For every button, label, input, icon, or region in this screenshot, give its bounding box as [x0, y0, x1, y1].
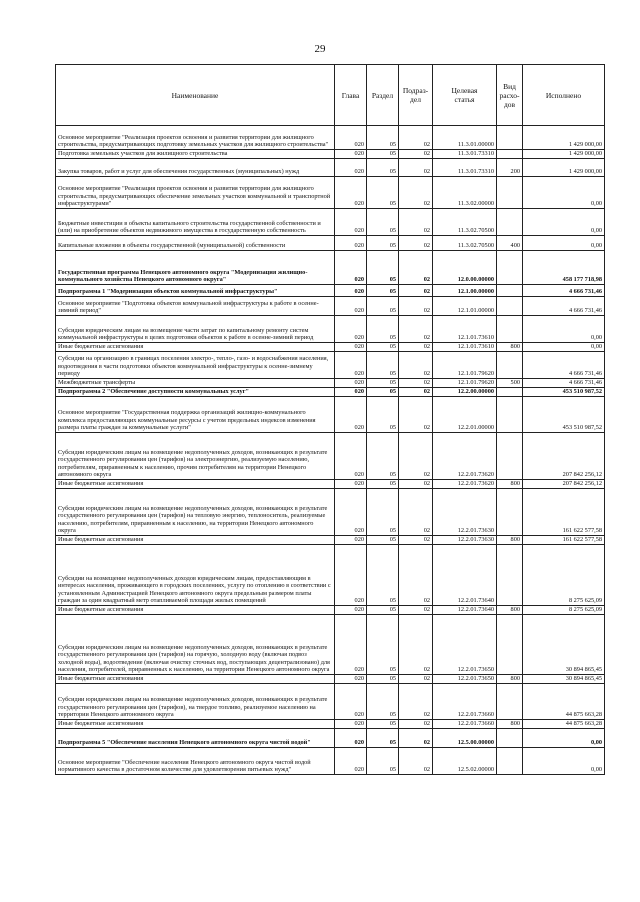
row-executed-amount: 8 275 625,09: [523, 545, 605, 606]
page-number: 29: [314, 43, 326, 55]
row-expense-type: 400: [497, 236, 523, 251]
row-target-article: 12.5.02.00000: [433, 748, 497, 775]
row-name: Основное мероприятие "Государственная поддержка организаций жилищно-коммунального комплекса предоставляющих коммунальные ресурсы с учетом предельных индексов изменения размера платы граждан за коммунальные услуги": [56, 397, 335, 433]
row-section: 05: [367, 480, 399, 489]
row-section: 05: [367, 285, 399, 297]
row-subsection: 02: [399, 545, 433, 606]
row-subsection: 02: [399, 433, 433, 480]
row-name: Иные бюджетные ассигнования: [56, 536, 335, 545]
row-section: 05: [367, 177, 399, 209]
row-name: Субсидии юридическим лицам на возмещение недополученных доходов, возникающих в результате государственного регулирования цен (тарифов) на электроэнергию, реализуемую населению, потребителям, приравненным к населению, прочим потребителям на территории Ненецкого автономного округа: [56, 433, 335, 480]
row-executed-amount: 1 429 000,00: [523, 159, 605, 177]
row-expense-type: [497, 489, 523, 536]
row-executed-amount: 0,00: [523, 236, 605, 251]
row-subsection: 02: [399, 748, 433, 775]
table-row: [56, 545, 605, 606]
row-chapter: 020: [335, 251, 367, 285]
row-section: 05: [367, 606, 399, 615]
row-name: Субсидии юридическим лицам на возмещение недополученных доходов, возникающих в результате государственного регулирования цен (тарифов) на тепловую энергию, теплоноситель, реализуемые населению, потребителям, приравненным к населению, на территории Ненецкого автономного округа: [56, 489, 335, 536]
row-section: 05: [367, 675, 399, 684]
table-row: [56, 675, 605, 684]
row-section: 05: [367, 150, 399, 159]
table-header-row: [56, 65, 605, 126]
row-subsection: 02: [399, 489, 433, 536]
row-target-article: 12.2.01.73630: [433, 536, 497, 545]
row-expense-type: [497, 285, 523, 297]
row-name: Основное мероприятие "Подготовка объектов коммунальной инфраструктуры к работе в осенне-зимний период": [56, 297, 335, 316]
row-section: 05: [367, 748, 399, 775]
row-chapter: 020: [335, 150, 367, 159]
row-expense-type: [497, 545, 523, 606]
table-row: [56, 379, 605, 388]
row-section: 05: [367, 536, 399, 545]
row-chapter: 020: [335, 352, 367, 379]
row-section: 05: [367, 615, 399, 675]
row-executed-amount: 1 429 000,00: [523, 150, 605, 159]
row-chapter: 020: [335, 397, 367, 433]
row-executed-amount: 0,00: [523, 209, 605, 236]
row-subsection: 02: [399, 684, 433, 720]
table-row: [56, 729, 605, 748]
row-subsection: 02: [399, 675, 433, 684]
row-section: 05: [367, 388, 399, 397]
row-target-article: 12.1.01.79620: [433, 352, 497, 379]
row-section: 05: [367, 297, 399, 316]
table-row: [56, 748, 605, 775]
row-section: 05: [367, 236, 399, 251]
table-row: [56, 159, 605, 177]
row-name: Субсидии юридическим лицам на возмещение недополученных доходов, возникающих в результате государственного регулирования цен (тарифов), на твердое топливо, реализуемое населению на территории Ненецкого автономного округа: [56, 684, 335, 720]
row-target-article: 12.2.01.73640: [433, 545, 497, 606]
budget-execution-table: [55, 64, 605, 775]
header-name: Наименование: [56, 65, 335, 126]
row-subsection: 02: [399, 150, 433, 159]
header-expense-type: Вид расхо- дов: [497, 65, 523, 126]
row-executed-amount: 0,00: [523, 729, 605, 748]
row-section: 05: [367, 316, 399, 343]
row-chapter: 020: [335, 489, 367, 536]
row-expense-type: [497, 297, 523, 316]
table-row: [56, 209, 605, 236]
row-chapter: 020: [335, 343, 367, 352]
row-expense-type: 800: [497, 606, 523, 615]
row-expense-type: [497, 433, 523, 480]
row-expense-type: [497, 150, 523, 159]
row-expense-type: 800: [497, 675, 523, 684]
row-expense-type: [497, 748, 523, 775]
row-chapter: 020: [335, 126, 367, 150]
row-target-article: 12.2.01.73650: [433, 615, 497, 675]
row-chapter: 020: [335, 379, 367, 388]
row-subsection: 02: [399, 536, 433, 545]
row-section: 05: [367, 684, 399, 720]
row-subsection: 02: [399, 316, 433, 343]
row-expense-type: 200: [497, 159, 523, 177]
row-target-article: 11.3.01.73310: [433, 150, 497, 159]
row-name: Капитальные вложения в объекты государственной (муниципальной) собственности: [56, 236, 335, 251]
table-row: [56, 536, 605, 545]
row-chapter: 020: [335, 236, 367, 251]
row-section: 05: [367, 489, 399, 536]
row-name: Подготовка земельных участков для жилищного строительства: [56, 150, 335, 159]
table-row: [56, 150, 605, 159]
row-executed-amount: 0,00: [523, 177, 605, 209]
row-section: 05: [367, 251, 399, 285]
table-row: [56, 397, 605, 433]
row-name: Субсидии юридическим лицам на возмещение недополученных доходов, возникающих в результате государственного регулирования цен (тарифов) на горячую, холодную воду (включая подвоз холодной воды), водоотведение (включая очистку сточных вод, поступающих децентрализовано) для населения, потребителей, приравненных к населению, на территории Ненецкого автономного округа: [56, 615, 335, 675]
row-subsection: 02: [399, 720, 433, 729]
row-executed-amount: 0,00: [523, 343, 605, 352]
row-name: Государственная программа Ненецкого автономного округа "Модернизация жилищно-коммунального хозяйства Ненецкого автономного округа": [56, 251, 335, 285]
row-executed-amount: 44 875 663,28: [523, 684, 605, 720]
row-expense-type: [497, 388, 523, 397]
row-target-article: 12.2.01.73620: [433, 480, 497, 489]
header-target-article: Целевая статья: [433, 65, 497, 126]
row-section: 05: [367, 209, 399, 236]
row-expense-type: [497, 729, 523, 748]
row-subsection: 02: [399, 615, 433, 675]
row-expense-type: [497, 352, 523, 379]
row-executed-amount: 30 894 865,45: [523, 615, 605, 675]
row-name: Субсидии на возмещение недополученных доходов юридическим лицам, предоставляющим в интересах населения, проживающего в городских поселениях, услугу по отоплению в соответствии с установленным Администрацией Ненецкого автономного округа предельным размером платы граждан за один квадратный метр отапливаемой площади жилых помещений: [56, 545, 335, 606]
row-subsection: 02: [399, 397, 433, 433]
row-section: 05: [367, 729, 399, 748]
row-subsection: 02: [399, 352, 433, 379]
table-row: [56, 684, 605, 720]
row-executed-amount: 4 666 731,46: [523, 379, 605, 388]
row-expense-type: 800: [497, 720, 523, 729]
header-section: Раздел: [367, 65, 399, 126]
row-chapter: 020: [335, 729, 367, 748]
table-row: [56, 316, 605, 343]
row-name: Иные бюджетные ассигнования: [56, 606, 335, 615]
table-row: [56, 615, 605, 675]
row-target-article: 11.3.02.70500: [433, 209, 497, 236]
row-subsection: 02: [399, 480, 433, 489]
header-subsection: Подраз- дел: [399, 65, 433, 126]
row-chapter: 020: [335, 545, 367, 606]
row-subsection: 02: [399, 379, 433, 388]
row-name: Подпрограмма 2 "Обеспечение доступности коммунальных услуг": [56, 388, 335, 397]
row-expense-type: 800: [497, 343, 523, 352]
row-chapter: 020: [335, 209, 367, 236]
row-chapter: 020: [335, 748, 367, 775]
row-expense-type: [497, 316, 523, 343]
row-target-article: 12.2.01.73660: [433, 684, 497, 720]
row-subsection: 02: [399, 251, 433, 285]
table-row: [56, 285, 605, 297]
row-target-article: 12.2.01.73620: [433, 433, 497, 480]
row-expense-type: [497, 397, 523, 433]
row-target-article: 12.0.00.00000: [433, 251, 497, 285]
row-expense-type: [497, 615, 523, 675]
row-section: 05: [367, 159, 399, 177]
row-chapter: 020: [335, 316, 367, 343]
row-target-article: 11.3.02.70500: [433, 236, 497, 251]
row-executed-amount: 30 894 865,45: [523, 675, 605, 684]
header-executed: Исполнено: [523, 65, 605, 126]
row-chapter: 020: [335, 159, 367, 177]
row-expense-type: 800: [497, 480, 523, 489]
row-section: 05: [367, 720, 399, 729]
row-executed-amount: 4 666 731,46: [523, 285, 605, 297]
row-executed-amount: 44 875 663,28: [523, 720, 605, 729]
row-name: Иные бюджетные ассигнования: [56, 343, 335, 352]
header-chapter: Глава: [335, 65, 367, 126]
row-subsection: 02: [399, 285, 433, 297]
row-expense-type: [497, 209, 523, 236]
row-name: Субсидии на организацию в границах поселения электро-, тепло-, газо- и водоснабжения населения, водоотведения в части подготовки объектов коммунальной инфраструктуры к осенне-зимнему периоду: [56, 352, 335, 379]
row-target-article: 12.2.01.73650: [433, 675, 497, 684]
row-name: Иные бюджетные ассигнования: [56, 480, 335, 489]
row-subsection: 02: [399, 209, 433, 236]
row-chapter: 020: [335, 675, 367, 684]
row-subsection: 02: [399, 236, 433, 251]
table-row: [56, 606, 605, 615]
row-expense-type: 800: [497, 536, 523, 545]
row-executed-amount: 458 177 718,98: [523, 251, 605, 285]
table-row: [56, 720, 605, 729]
row-name: Иные бюджетные ассигнования: [56, 720, 335, 729]
table-row: [56, 297, 605, 316]
table-row: [56, 343, 605, 352]
table-row: [56, 177, 605, 209]
row-target-article: 12.2.01.73630: [433, 489, 497, 536]
row-target-article: 12.1.01.79620: [433, 379, 497, 388]
table-body: [56, 126, 605, 775]
row-section: 05: [367, 433, 399, 480]
row-chapter: 020: [335, 720, 367, 729]
row-name: Подпрограмма 1 "Модернизация объектов коммунальной инфраструктуры": [56, 285, 335, 297]
row-executed-amount: 4 666 731,46: [523, 352, 605, 379]
row-subsection: 02: [399, 126, 433, 150]
row-executed-amount: 207 842 256,12: [523, 433, 605, 480]
row-subsection: 02: [399, 177, 433, 209]
row-section: 05: [367, 545, 399, 606]
row-expense-type: [497, 126, 523, 150]
row-subsection: 02: [399, 388, 433, 397]
table-row: [56, 480, 605, 489]
row-name: Бюджетные инвестиции в объекты капитального строительства государственной собственности и (или) на приобретение объектов недвижимого имущества в государственную собственность: [56, 209, 335, 236]
row-executed-amount: 1 429 000,00: [523, 126, 605, 150]
row-executed-amount: 453 510 987,52: [523, 388, 605, 397]
row-name: Подпрограмма 5 "Обеспечение населения Ненецкого автономного округа чистой водой": [56, 729, 335, 748]
row-chapter: 020: [335, 684, 367, 720]
row-expense-type: [497, 251, 523, 285]
row-chapter: 020: [335, 480, 367, 489]
table-row: [56, 489, 605, 536]
row-target-article: 12.1.01.00000: [433, 297, 497, 316]
row-executed-amount: 8 275 625,09: [523, 606, 605, 615]
table-row: [56, 352, 605, 379]
table-row: [56, 126, 605, 150]
row-target-article: 12.2.01.73660: [433, 720, 497, 729]
row-expense-type: 500: [497, 379, 523, 388]
row-chapter: 020: [335, 285, 367, 297]
row-executed-amount: 4 666 731,46: [523, 297, 605, 316]
row-subsection: 02: [399, 606, 433, 615]
row-subsection: 02: [399, 343, 433, 352]
row-subsection: 02: [399, 159, 433, 177]
row-target-article: 12.1.00.00000: [433, 285, 497, 297]
row-section: 05: [367, 343, 399, 352]
row-target-article: 12.5.00.00000: [433, 729, 497, 748]
row-section: 05: [367, 379, 399, 388]
row-chapter: 020: [335, 536, 367, 545]
row-target-article: 11.3.01.73310: [433, 159, 497, 177]
table-row: [56, 433, 605, 480]
row-name: Основное мероприятие "Обеспечение населения Ненецкого автономного округа чистой водой нормативного качества в достаточном количестве для удовлетворения питьевых нужд": [56, 748, 335, 775]
row-name: Закупка товаров, работ и услуг для обеспечения государственных (муниципальных) нужд: [56, 159, 335, 177]
row-executed-amount: 207 842 256,12: [523, 480, 605, 489]
row-chapter: 020: [335, 177, 367, 209]
row-executed-amount: 453 510 987,52: [523, 397, 605, 433]
row-section: 05: [367, 352, 399, 379]
table-row: [56, 388, 605, 397]
row-chapter: 020: [335, 388, 367, 397]
row-subsection: 02: [399, 297, 433, 316]
row-target-article: 11.3.01.00000: [433, 126, 497, 150]
row-section: 05: [367, 397, 399, 433]
row-chapter: 020: [335, 606, 367, 615]
table-row: [56, 236, 605, 251]
row-executed-amount: 161 622 577,58: [523, 489, 605, 536]
row-name: Межбюджетные трансферты: [56, 379, 335, 388]
row-section: 05: [367, 126, 399, 150]
row-chapter: 020: [335, 297, 367, 316]
row-executed-amount: 161 622 577,58: [523, 536, 605, 545]
row-target-article: 11.3.02.00000: [433, 177, 497, 209]
row-subsection: 02: [399, 729, 433, 748]
table-row: [56, 251, 605, 285]
row-target-article: 12.1.01.73610: [433, 316, 497, 343]
row-name: Субсидия юридическим лицам на возмещение части затрат по капитальному ремонту систем коммунальной инфраструктуры в целях подготовки объектов к работе в осенне-зимний период: [56, 316, 335, 343]
row-target-article: 12.1.01.73610: [433, 343, 497, 352]
row-executed-amount: 0,00: [523, 748, 605, 775]
row-target-article: 12.2.01.73640: [433, 606, 497, 615]
row-target-article: 12.2.01.00000: [433, 397, 497, 433]
row-name: Основное мероприятие "Реализация проектов освоения и развития территории для жилищного строительства, предусматривающих подготовку земельных участков для жилищного строительства": [56, 126, 335, 150]
row-chapter: 020: [335, 433, 367, 480]
row-chapter: 020: [335, 615, 367, 675]
row-executed-amount: 0,00: [523, 316, 605, 343]
row-target-article: 12.2.00.00000: [433, 388, 497, 397]
row-expense-type: [497, 177, 523, 209]
row-name: Иные бюджетные ассигнования: [56, 675, 335, 684]
row-name: Основное мероприятие "Реализация проектов освоения и развития территории для жилищного строительства, предусматривающих обеспечение земельных участков коммунальной и транспортной инфраструктурами": [56, 177, 335, 209]
row-expense-type: [497, 684, 523, 720]
